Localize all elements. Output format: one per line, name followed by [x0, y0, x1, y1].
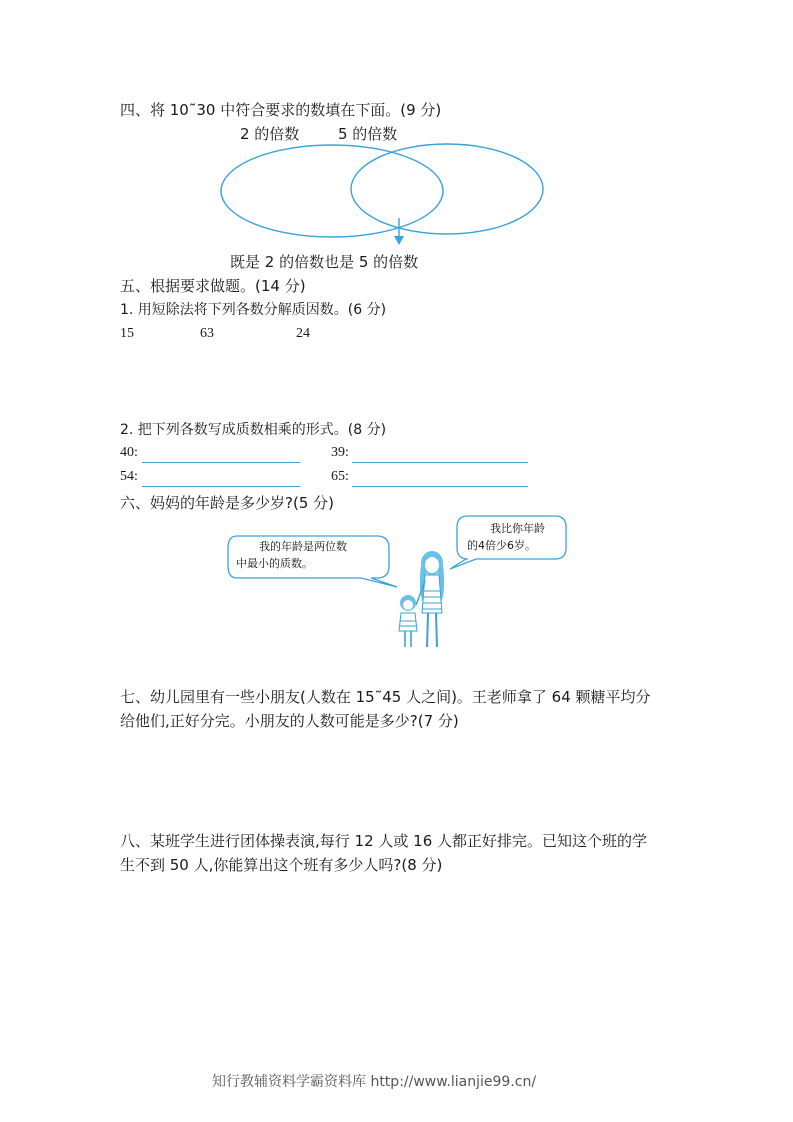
answer-line-54[interactable]	[142, 486, 300, 487]
venn-label-right: 5 的倍数	[338, 125, 398, 143]
q4-title: 四、将 10˜30 中符合要求的数填在下面。(9 分)	[120, 101, 442, 119]
footer-watermark: 知行教辅资料学霸资料库 http://www.lianjie99.cn/	[212, 1074, 537, 1090]
product-label-65: 65:	[331, 469, 349, 484]
venn-label-left: 2 的倍数	[240, 125, 300, 143]
answer-line-39[interactable]	[352, 462, 528, 463]
bubble-left-line1: 我的年龄是两位数	[259, 540, 347, 553]
venn-circle-left	[221, 145, 443, 237]
bubble-right-line1: 我比你年龄	[490, 522, 545, 535]
q6-title: 六、妈妈的年龄是多少岁?(5 分)	[120, 494, 334, 512]
factor-number-24: 24	[296, 326, 310, 341]
venn-label-bottom: 既是 2 的倍数也是 5 的倍数	[230, 253, 419, 271]
factor-number-63: 63	[200, 326, 214, 341]
venn-arrow-head	[394, 236, 404, 245]
q8-line1: 八、某班学生进行团体操表演,每行 12 人或 16 人都正好排完。已知这个班的学	[120, 832, 648, 850]
product-label-39: 39:	[331, 445, 349, 460]
answer-line-40[interactable]	[142, 462, 300, 463]
q5-sub1: 1. 用短除法将下列各数分解质因数。(6 分)	[120, 302, 387, 318]
product-label-40: 40:	[120, 445, 138, 460]
venn-diagram	[215, 140, 550, 250]
answer-line-65[interactable]	[352, 486, 528, 487]
q5-title: 五、根据要求做题。(14 分)	[120, 277, 306, 295]
venn-circle-right	[351, 144, 543, 234]
mother-daughter-illustration	[390, 545, 460, 655]
q8-line2: 生不到 50 人,你能算出这个班有多少人吗?(8 分)	[120, 856, 443, 874]
q5-sub2: 2. 把下列各数写成质数相乘的形式。(8 分)	[120, 422, 387, 438]
product-label-54: 54:	[120, 469, 138, 484]
q7-line1: 七、幼儿园里有一些小朋友(人数在 15˜45 人之间)。王老师拿了 64 颗糖平均分	[120, 688, 651, 706]
bubble-right-line2: 的4倍少6岁。	[467, 539, 536, 552]
factor-number-15: 15	[120, 326, 134, 341]
q7-line2: 给他们,正好分完。小朋友的人数可能是多少?(7 分)	[120, 712, 459, 730]
bubble-left-line2: 中最小的质数。	[236, 557, 313, 570]
